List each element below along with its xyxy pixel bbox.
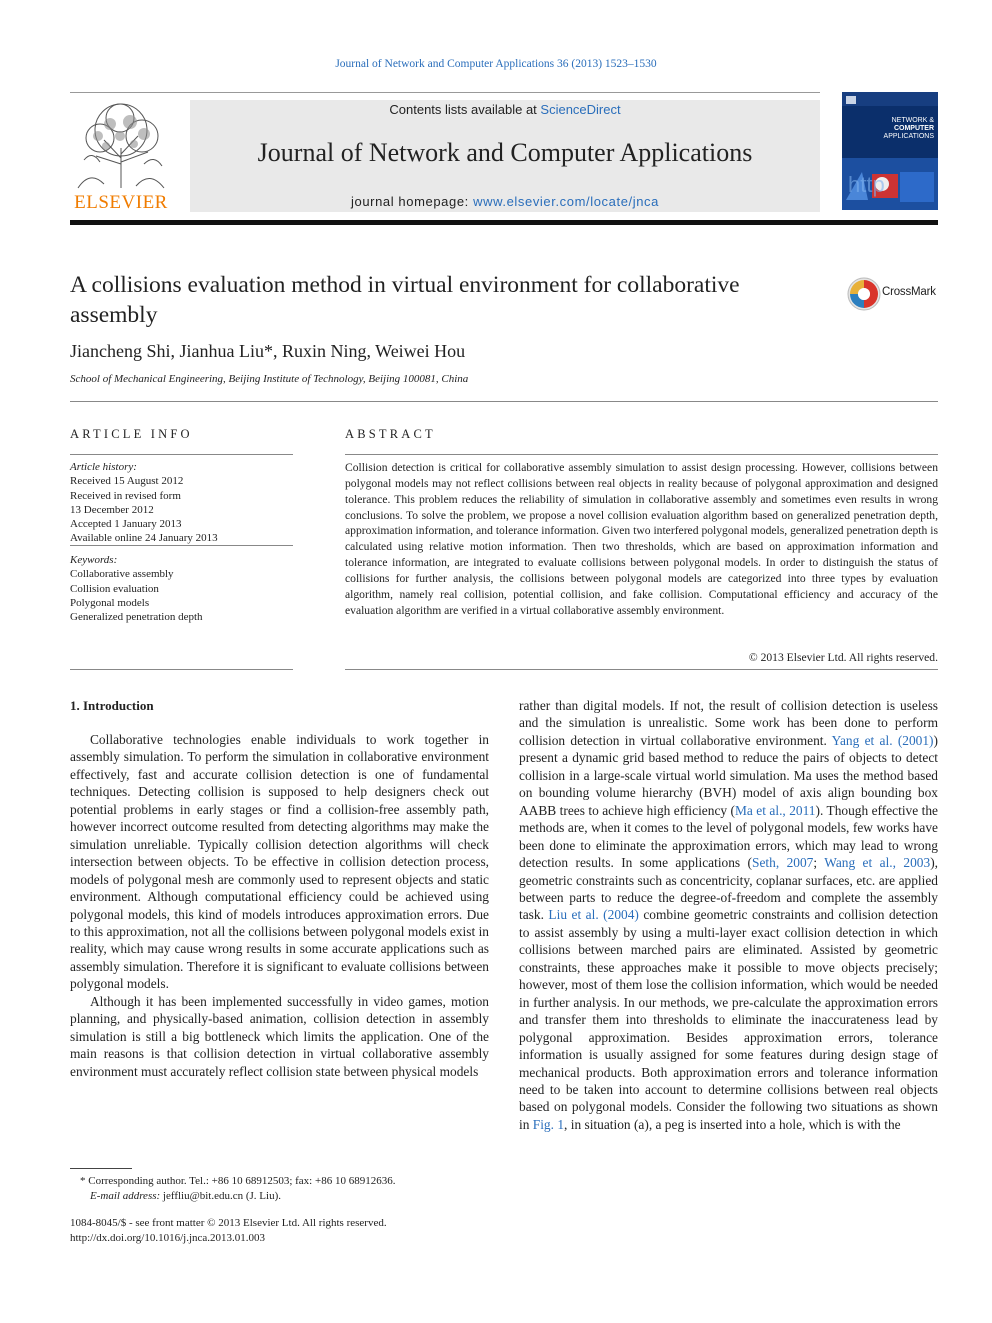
article-info-end-rule	[70, 669, 293, 670]
abstract-copyright: © 2013 Elsevier Ltd. All rights reserved.	[748, 651, 938, 664]
citation-link[interactable]: Liu et al. (2004)	[548, 907, 639, 923]
keyword-item: Collision evaluation	[70, 582, 159, 595]
abstract-body: Collision detection is critical for collaborative assembly simulation to assist design processing. However, collisions between polygonal models may not reflect collisions between real objects in reality because of polygonal approximation and designed tolerance. This problem reduces the reliability of simulation in collaborative assembly and sometimes even results in wrong conclusions. To solve the problem, we propose a novel collision evaluation algorithm based on generalized penetration depth, approximation information, and tolerance information. Given two interfered polygonal models, generalized penetration depth is calculated using relative motion information. Then two thresholds, which are based on approximation information and tolerance information, are integrated to evaluate collisions between polygonal models. In order to distinguish the status of collisions for further analysis, the collisions between polygonal models are categorized into three types by evaluation algorithm, namely real collision, potential collision, and fake collision. Computational efficiency and accuracy of the evaluation algorithm are verified in a virtual collaborative assembly environment.	[345, 461, 938, 617]
contents-available-line	[190, 102, 820, 117]
keyword-item: Polygonal models	[70, 596, 150, 609]
citation-link[interactable]: Yang et al. (2001)	[831, 732, 934, 748]
body-text: , in situation (a), a peg is inserted into a hole, which is with the	[564, 1116, 901, 1132]
citation-link[interactable]: Wang et al., 2003	[824, 855, 931, 871]
history-item: Received 15 August 2012	[70, 475, 184, 488]
email-line	[70, 1189, 489, 1204]
history-item: Available online 24 January 2013	[70, 532, 218, 545]
history-item: Received in revised form	[70, 489, 181, 502]
keywords-label: Keywords:	[70, 554, 118, 566]
citation-link[interactable]: Seth, 2007	[752, 855, 814, 871]
body-text: combine geometric constraints and collision detection to assist assembly by using a multi-layer exact collision detection in which collisions between marched pairs are eliminated. Assisted by geometric constraints, these approaches make it possible to move objects precisely; however, most of them lose the collision information, which would be needed in further analysis. In our methods, we pre-calculate the approximation errors and transfer them into thresholds to eliminate the inaccurateness lead by polygonal approximation. Besides approximation errors, tolerance information is usually assigned for some features during design stage of mechanical products. Both approximation errors and tolerance information need to be taken into account to determine collisions between real objects based on polygonal models. Consider the following two situations as shown in	[519, 907, 939, 1132]
journal-title: Journal of Network and Computer Applications	[257, 138, 753, 167]
affiliation: School of Mechanical Engineering, Beijing Institute of Technology, Beijing 100081, China	[70, 373, 469, 385]
keywords	[70, 553, 293, 624]
body-column-left	[70, 731, 489, 1080]
issn-block	[70, 1216, 489, 1245]
sciencedirect-link[interactable]: ScienceDirect	[540, 102, 621, 117]
article-info-heading: ARTICLE INFO	[70, 427, 193, 441]
intro-paragraph-continued	[519, 697, 938, 1133]
body-text: ), geometric constraints such as concentricity, coplanar surfaces, etc. are applied between parts to reduce the degree-of-freedom and complete the assembly task.	[519, 855, 938, 923]
body-text: ) present a dynamic grid based method to reduce the pairs of objects to detect collision in a large-scale virtual world simulation. Ma uses the method based on bounding volume hierarchy (BVH) model of axis align bounding box AABB trees to achieve high efficiency (	[519, 732, 938, 818]
article-info-divider	[70, 545, 293, 546]
doi-link[interactable]: http://dx.doi.org/10.1016/j.jnca.2013.01.003	[70, 1231, 266, 1244]
article-info-rule	[70, 454, 293, 455]
abstract-rule	[345, 454, 938, 455]
svg-text:http: http	[848, 172, 885, 197]
homepage-link[interactable]: www.elsevier.com/locate/jnca	[473, 194, 659, 209]
abstract-heading: ABSTRACT	[345, 427, 436, 441]
body-text: ;	[813, 855, 825, 871]
journal-citation[interactable]: Journal of Network and Computer Applications 36 (2013) 1523–1530	[335, 58, 657, 70]
history-item: 13 December 2012	[70, 503, 154, 516]
history-item: Accepted 1 January 2013	[70, 518, 182, 531]
body-column-right	[519, 697, 938, 1133]
section-rule	[70, 401, 938, 402]
cover-line-3: APPLICATIONS	[883, 133, 934, 140]
history-label: Article history:	[70, 461, 137, 473]
abstract-end-rule	[345, 669, 938, 670]
homepage-prefix: journal homepage:	[351, 194, 474, 209]
article-title: A collisions evaluation method in virtual environment for collaborative assembly	[70, 272, 740, 328]
intro-paragraph-1: Collaborative technologies enable individuals to work together in assembly simulation. To perform the simulation in collaborative environment effectively, fast and accurate collision detection is one of fundamental techniques. Detecting collision is supposed to help designers check out potential problems in early stages or find a collision-free assembly path, however incorrect outcome resulted from detecting algorithms may make the simulation unreliable. Typically collision detection algorithms will check intersection between objects. To be effective in collision detection process, models of polygonal mesh are commonly used to represent objects and static environment. Although computational efficiency could be achieved using polygonal models, this kind of models introduces approximation errors. Due to this approximation, not all the collisions between polygonal models exist in reality, which may cause wrong results in some accurate applications such as assembly simulation. Therefore it is significant to evaluate collisions between polygonal models.	[70, 732, 489, 992]
elsevier-wordmark: ELSEVIER	[74, 192, 168, 213]
email-label: E-mail address:	[90, 1190, 161, 1202]
email-address[interactable]: jeffliu@bit.edu.cn (J. Liu).	[160, 1190, 281, 1202]
citation-link[interactable]: Ma et al., 2011	[735, 802, 816, 818]
footnote-rule	[70, 1168, 132, 1169]
corresponding-author-line: * Corresponding author. Tel.: +86 10 68912503; fax: +86 10 68912636.	[80, 1175, 396, 1187]
header-top-rule	[70, 92, 820, 93]
introduction-heading: 1. Introduction	[70, 698, 154, 713]
author-list: Jiancheng Shi, Jianhua Liu*, Ruxin Ning, Weiwei Hou	[70, 341, 466, 361]
body-text: rather than digital models. If not, the result of collision detection is useless and the simulation is unrealistic. Some work has been done to perform collision detection in virtual collaborative environment.	[519, 698, 938, 748]
contents-prefix: Contents lists available at	[389, 102, 541, 117]
cover-line-1: NETWORK &	[891, 117, 934, 124]
corresponding-author-footnote	[70, 1174, 489, 1204]
header-bottom-rule	[70, 220, 938, 225]
keyword-item: Generalized penetration depth	[70, 611, 203, 624]
figure-link[interactable]: Fig. 1	[532, 1116, 565, 1132]
keyword-item: Collaborative assembly	[70, 568, 174, 581]
body-text: ). Though effective the methods are, when it comes to the level of polygonal models, few works have been done to eliminate the approximation errors, which may lead to wrong detection results. In some applications (	[519, 802, 938, 871]
article-history	[70, 460, 293, 546]
issn-line: 1084-8045/$ - see front matter © 2013 Elsevier Ltd. All rights reserved.	[70, 1217, 387, 1229]
crossmark-label[interactable]: CrossMark	[882, 286, 936, 298]
journal-cover-image[interactable]	[842, 92, 938, 210]
journal-homepage-line	[190, 194, 820, 209]
crossmark-icon	[846, 276, 882, 312]
intro-paragraph-2: Although it has been implemented successfully in video games, motion planning, and physically-based animation, collision detection in assembly simulation is still a big bottleneck which limits the application. One of the main reasons is that collision detection in virtual collaborative assembly environment must accurately reflect collision state between physical models	[70, 993, 489, 1079]
cover-line-2: COMPUTER	[893, 125, 934, 132]
